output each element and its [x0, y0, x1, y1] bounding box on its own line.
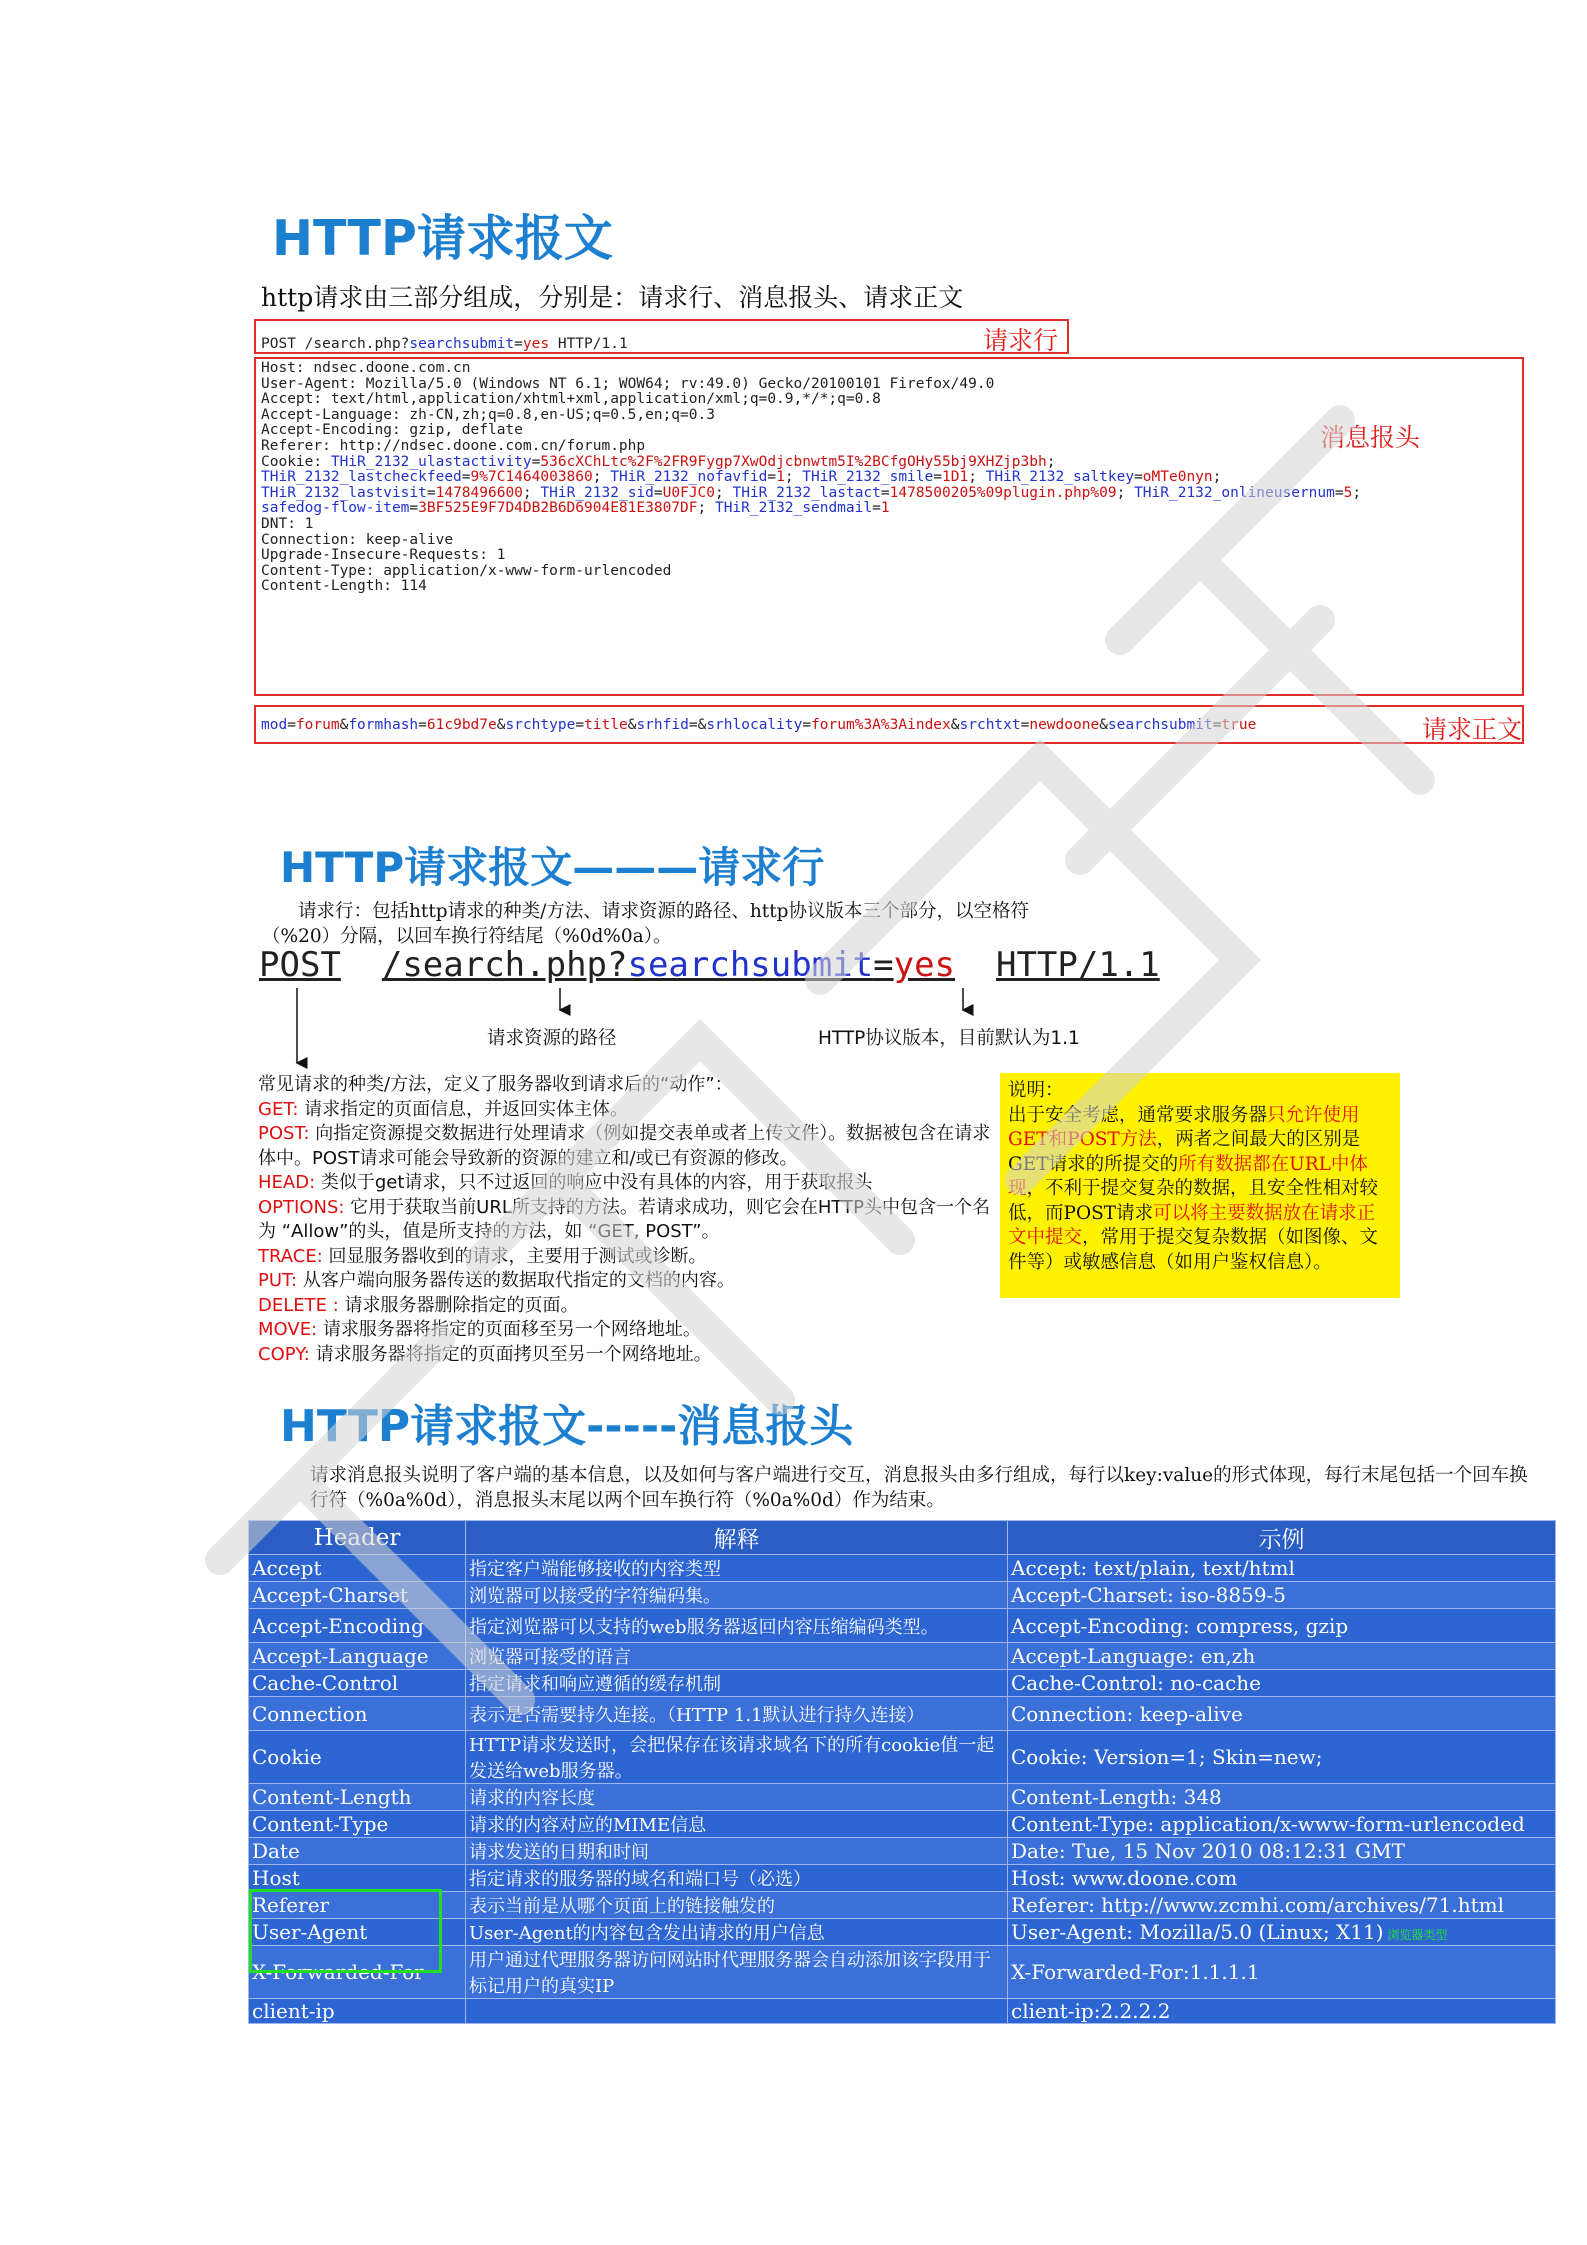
raw-segment: THiR_2132_smile [802, 469, 934, 486]
raw-segment: newdoone [1029, 717, 1100, 733]
raw-segment: = [880, 484, 890, 501]
request-line-label: 请求行 [983, 326, 1059, 355]
raw-segment: & [496, 717, 506, 733]
explain-cell: 浏览器可以接受的字符编码集。 [466, 1582, 1008, 1609]
method-item [258, 1294, 998, 1319]
raw-segment: ; [784, 469, 803, 486]
raw-segment: ; [522, 484, 541, 501]
header-line: Accept-Encoding: gzip, deflate [261, 422, 523, 439]
table-row [249, 1946, 1556, 1999]
headers-table-head [249, 1521, 1556, 1555]
example-cell: X-Forwarded-For:1.1.1.1 [1008, 1946, 1556, 1999]
raw-segment: 1 [776, 469, 785, 486]
header-name-cell: Referer [249, 1892, 466, 1919]
explain-cell: 指定请求和响应遵循的缓存机制 [466, 1670, 1008, 1697]
rl-value: yes [522, 336, 550, 352]
note-body [1008, 1104, 1392, 1276]
header-line: Host: ndsec.doone.com.cn [261, 360, 471, 376]
section3-intro: 请求消息报头说明了客户端的基本信息，以及如何与客户端进行交互，消息报头由多行组成，每行以key:value的形式体现，每行末尾包括一个回车换行符（%0a%0d），消息报头末尾以两个回车换行符（%0a%0d）作为结束。 [310, 1465, 1528, 1511]
raw-segment: safedog-flow-item [261, 500, 410, 517]
example-cell: Accept: text/plain, text/html [1008, 1555, 1556, 1582]
header-line: Connection: keep-alive [261, 531, 454, 548]
note-text: ，常用于提交复杂数据（如图像、文件等）或敏感信息（如用户鉴权信息）。 [1008, 1227, 1379, 1273]
raw-segment: = [802, 717, 812, 733]
raw-segment: ; [1116, 484, 1135, 501]
example-cell: Referer: http://www.zcmhi.com/archives/71.html [1008, 1892, 1556, 1919]
note-text: 只允许使用GET和POST方法 [1008, 1104, 1360, 1150]
method-name: MOVE: [258, 1319, 318, 1340]
note-text: 出于安全考虑，通常要求服务器 [1008, 1104, 1268, 1126]
raw-segment: = [872, 500, 881, 517]
table-row [249, 1865, 1556, 1892]
table-row [249, 1555, 1556, 1582]
body-label: 请求正文 [1422, 715, 1523, 744]
example-cell: Accept-Language: en,zh [1008, 1643, 1556, 1670]
header-line: Content-Type: application/x-www-form-urlencoded [261, 562, 672, 579]
raw-segment: 3BF525E9F7D4DB2B6D6904E81E3807DF [418, 500, 698, 517]
note-text: 可以将主要数据放在请求正文中提交 [1008, 1202, 1376, 1248]
raw-segment: = [933, 469, 942, 486]
header-name-cell: User-Agent [249, 1919, 466, 1946]
raw-segment: ; [592, 469, 611, 486]
raw-segment: oMTe0nyn [1142, 469, 1213, 486]
col-example: 示例 [1008, 1521, 1556, 1555]
method-name: OPTIONS: [258, 1196, 345, 1218]
explain-cell: 浏览器可接受的语言 [466, 1643, 1008, 1670]
explain-cell: 指定浏览器可以支持的web服务器返回内容压缩编码类型。 [466, 1609, 1008, 1643]
raw-segment: THiR_2132_saltkey [985, 469, 1135, 486]
raw-segment: = [426, 484, 436, 501]
raw-segment: & [950, 717, 960, 733]
method-desc: 向指定资源提交数据进行处理请求（例如提交表单或者上传文件）。数据被包含在请求体中。POST请求可能会导致新的资源的建立和/或已有资源的修改。 [258, 1123, 991, 1169]
col-explain: 解释 [466, 1521, 1008, 1555]
highlight-box [249, 1889, 442, 1973]
method-name: DELETE : [258, 1294, 339, 1316]
header-name-cell: Date [249, 1838, 466, 1865]
raw-segment: ; [1352, 484, 1362, 501]
raw-segment: searchsubmit [1107, 717, 1213, 733]
raw-segment: 1D1 [941, 469, 969, 486]
table-row [249, 1892, 1556, 1919]
raw-segment: Cookie: [261, 453, 331, 470]
example-cell: Cookie: Version=1; Skin=new; [1008, 1731, 1556, 1784]
method-item [258, 1318, 998, 1343]
table-row [249, 1999, 1556, 2024]
header-name-cell: Content-Length [249, 1784, 466, 1811]
raw-segment: = [767, 469, 777, 486]
raw-segment: mod [261, 717, 288, 733]
method-item [258, 1171, 998, 1196]
raw-segment: 536cXChLtc%2F%2FR9Fygp7XwOdjcbnwtm5I%2BCfgOHy55bj9XHZjp3bh [540, 453, 1047, 470]
col-header: Header [249, 1521, 466, 1555]
version-label: HTTP协议版本，目前默认为1.1 [818, 1028, 1080, 1049]
section2-intro-2: （%20）分隔，以回车换行符结尾（%0d%0a）。 [262, 926, 672, 947]
raw-segment: = [531, 453, 541, 470]
rl-method-path: POST /search.php? [261, 336, 410, 352]
example-cell: Date: Tue, 15 Nov 2010 08:12:31 GMT [1008, 1838, 1556, 1865]
raw-segment: = [1334, 484, 1344, 501]
raw-segment: THiR_2132_lastcheckfeed [261, 469, 462, 486]
table-row [249, 1582, 1556, 1609]
ua-note: 浏览器类型 [1383, 1928, 1448, 1942]
raw-segment: 1478500205%09plugin.php%09 [889, 484, 1117, 501]
raw-segment: THiR_2132_sendmail [714, 500, 873, 517]
table-row [249, 1609, 1556, 1643]
explain-cell: 表示当前是从哪个页面上的链接触发的 [466, 1892, 1008, 1919]
section3-title: HTTP请求报文-----消息报头 [280, 1401, 854, 1452]
explain-cell: User-Agent的内容包含发出请求的用户信息 [466, 1919, 1008, 1946]
example-cell: Accept-Encoding: compress, gzip [1008, 1609, 1556, 1643]
example-cell: Content-Type: application/x-www-form-urlencoded [1008, 1811, 1556, 1838]
raw-segment: THiR_2132_nofavfid [610, 469, 768, 486]
path-label: 请求资源的路径 [487, 1028, 617, 1049]
explain-cell: 请求的内容对应的MIME信息 [466, 1811, 1008, 1838]
headers-label: 消息报头 [1320, 423, 1421, 452]
raw-segment: 1478496600 [435, 484, 523, 501]
raw-segment: & [1099, 717, 1108, 733]
header-name-cell: Accept-Charset [249, 1582, 466, 1609]
raw-segment: srchtxt [959, 717, 1021, 733]
example-cell: Cache-Control: no-cache [1008, 1670, 1556, 1697]
table-row [249, 1670, 1556, 1697]
raw-segment: THiR_2132_ulastactivity [330, 453, 532, 470]
raw-segment: ; [1046, 453, 1056, 470]
note-title: 说明： [1008, 1080, 1064, 1101]
method-desc: 请求指定的页面信息，并返回实体主体。 [298, 1098, 629, 1120]
method-item [258, 1196, 998, 1245]
raw-segment: = [409, 500, 419, 517]
explain-cell: 指定客户端能够接收的内容类型 [466, 1555, 1008, 1582]
raw-segment: forum [295, 717, 340, 733]
example-cell [1008, 1919, 1556, 1946]
table-row [249, 1731, 1556, 1784]
raw-segment: THiR_2132_sid [540, 484, 654, 501]
raw-segment: = [1020, 717, 1030, 733]
sample-method: POST [259, 945, 341, 985]
sample-eq: = [873, 945, 894, 985]
method-name: HEAD: [258, 1172, 316, 1193]
header-name-cell: Cache-Control [249, 1670, 466, 1697]
header-name-cell: Accept-Language [249, 1643, 466, 1670]
method-name: COPY: [258, 1343, 310, 1365]
note-text: ，两者之间最大的区别是GET请求的所提交的 [1008, 1129, 1361, 1175]
method-item [258, 1343, 998, 1368]
raw-segment: = [287, 717, 296, 733]
header-line: Referer: http://ndsec.doone.com.cn/forum.php [261, 438, 646, 454]
method-name: PUT: [258, 1270, 298, 1291]
raw-segment: srhlocality [706, 717, 803, 733]
method-item [258, 1098, 998, 1123]
raw-segment: = [461, 469, 471, 486]
explain-cell: HTTP请求发送时，会把保存在该请求域名下的所有cookie值一起发送给web服务器。 [466, 1731, 1008, 1784]
raw-segment: srchtype [505, 717, 576, 733]
table-row [249, 1697, 1556, 1731]
header-name-cell: Accept-Encoding [249, 1609, 466, 1643]
raw-segment: 1 [880, 500, 890, 517]
method-desc: 请求服务器将指定的页面移至另一个网络地址。 [317, 1319, 701, 1340]
methods-items [258, 1098, 998, 1368]
note-text: ，不利于提交复杂的数据，且安全性相对较低，而POST请求 [1008, 1178, 1379, 1224]
methods-intro: 常见请求的种类/方法，定义了服务器收到请求后的“动作”： [258, 1074, 733, 1095]
method-name: POST: [258, 1123, 310, 1144]
header-name-cell: X-Forwarded-For [249, 1946, 466, 1999]
rl-version: HTTP/1.1 [549, 336, 628, 352]
method-desc: 它用于获取当前URL所支持的方法。若请求成功，则它会在HTTP头中包含一个名为 “Allow”的头，值是所支持的方法，如 “GET, POST”。 [258, 1196, 990, 1242]
header-name-cell: Connection [249, 1697, 466, 1731]
header-line: Upgrade-Insecure-Requests: 1 [261, 547, 506, 564]
raw-segment: 9%7C1464003860 [470, 469, 593, 486]
sample-version: HTTP/1.1 [995, 945, 1160, 985]
headers-table [248, 1520, 1556, 2024]
table-row [249, 1784, 1556, 1811]
explain-cell [466, 1999, 1008, 2024]
method-item [258, 1269, 998, 1294]
example-cell: Content-Length: 348 [1008, 1784, 1556, 1811]
raw-segment: = [1212, 717, 1222, 733]
raw-segment: = [1134, 469, 1143, 486]
header-name-cell: Cookie [249, 1731, 466, 1784]
raw-segment: & [339, 717, 349, 733]
sample-param: searchsubmit [627, 945, 874, 985]
header-line: Accept-Language: zh-CN,zh;q=0.8,en-US;q=0.5,en;q=0.3 [261, 406, 715, 423]
table-row [249, 1811, 1556, 1838]
header-line: DNT: 1 [261, 516, 314, 532]
section1-title: HTTP请求报文 [272, 210, 613, 267]
header-name-cell: Accept [249, 1555, 466, 1582]
header-name-cell: Host [249, 1865, 466, 1892]
note-box [1000, 1073, 1400, 1298]
raw-segment: 5 [1343, 484, 1353, 501]
method-item [258, 1122, 998, 1171]
method-desc: 类似于get请求，只不过返回的响应中没有具体的内容，用于获取报头 [315, 1172, 873, 1193]
header-line: Content-Length: 114 [261, 578, 427, 595]
raw-segment: THiR_2132_onlineusernum [1134, 484, 1335, 501]
rl-param: searchsubmit [409, 336, 515, 352]
header-line: User-Agent: Mozilla/5.0 (Windows NT 6.1; WOW64; rv:49.0) Gecko/20100101 Firefox/49.0 [261, 375, 995, 392]
raw-segment: title [584, 717, 628, 733]
raw-segment: & [697, 717, 707, 733]
header-name-cell: client-ip [249, 1999, 466, 2024]
table-row [249, 1919, 1556, 1946]
section1-intro: http请求由三部分组成，分别是：请求行、消息报头、请求正文 [261, 283, 964, 312]
explain-cell: 用户通过代理服务器访问网站时代理服务器会自动添加该字段用于标记用户的真实IP [466, 1946, 1008, 1999]
raw-segment: = [653, 484, 663, 501]
raw-segment: = [688, 717, 698, 733]
example-cell: client-ip:2.2.2.2 [1008, 1999, 1556, 2024]
explain-cell: 请求的内容长度 [466, 1784, 1008, 1811]
raw-segment: forum%3A%3Aindex [811, 717, 951, 733]
table-row [249, 1643, 1556, 1670]
raw-segment: U0FJC0 [662, 484, 716, 501]
sample-path-text: /search.php? [381, 945, 628, 985]
request-line-arrows [0, 0, 1587, 1080]
header-line: Accept: text/html,application/xhtml+xml,application/xml;q=0.9,*/*;q=0.8 [261, 391, 881, 408]
section2-title: HTTP请求报文———请求行 [280, 843, 825, 892]
raw-segment: ; [697, 500, 715, 517]
raw-segment: = [575, 717, 585, 733]
method-name: TRACE: [258, 1245, 323, 1267]
method-desc: 回显服务器收到的请求，主要用于测试或诊断。 [322, 1245, 707, 1267]
header-name-cell: Content-Type [249, 1811, 466, 1838]
explain-cell: 指定请求的服务器的域名和端口号（必选） [466, 1865, 1008, 1892]
table-row [249, 1838, 1556, 1865]
raw-segment: THiR_2132_lastvisit [261, 484, 427, 501]
example-cell: Connection: keep-alive [1008, 1697, 1556, 1731]
raw-segment: formhash [348, 717, 419, 733]
note-text: 所有数据都在URL中体现 [1008, 1153, 1368, 1199]
raw-segment: 61c9bd7e [426, 717, 497, 733]
explain-cell: 请求发送的日期和时间 [466, 1838, 1008, 1865]
method-desc: 请求服务器将指定的页面拷贝至另一个网络地址。 [309, 1343, 712, 1365]
raw-segment: ; [715, 484, 733, 501]
example-cell: Host: www.doone.com [1008, 1865, 1556, 1892]
raw-segment: THiR_2132_lastact [732, 484, 881, 501]
ua-example: User-Agent: Mozilla/5.0 (Linux; X11) [1011, 1920, 1384, 1944]
raw-segment: & [627, 717, 637, 733]
methods-list [258, 1073, 998, 1367]
method-desc: 请求服务器删除指定的页面。 [338, 1294, 579, 1316]
raw-segment: = [418, 717, 427, 733]
rl-eq: = [514, 336, 523, 352]
method-item [258, 1245, 998, 1270]
raw-segment: srhfid [636, 717, 689, 733]
raw-segment: ; [968, 469, 986, 486]
raw-segment: true [1221, 717, 1257, 733]
raw-segment: ; [1212, 469, 1222, 486]
method-name: GET: [258, 1098, 299, 1120]
section2-intro-1: 请求行：包括http请求的种类/方法、请求资源的路径、http协议版本三个部分，以空格符 [298, 901, 1029, 922]
method-desc: 从客户端向服务器传送的数据取代指定的文档的内容。 [297, 1270, 735, 1291]
explain-cell: 表示是否需要持久连接。（HTTP 1.1默认进行持久连接） [466, 1697, 1008, 1731]
sample-value: yes [893, 945, 956, 985]
example-cell: Accept-Charset: iso-8859-5 [1008, 1582, 1556, 1609]
